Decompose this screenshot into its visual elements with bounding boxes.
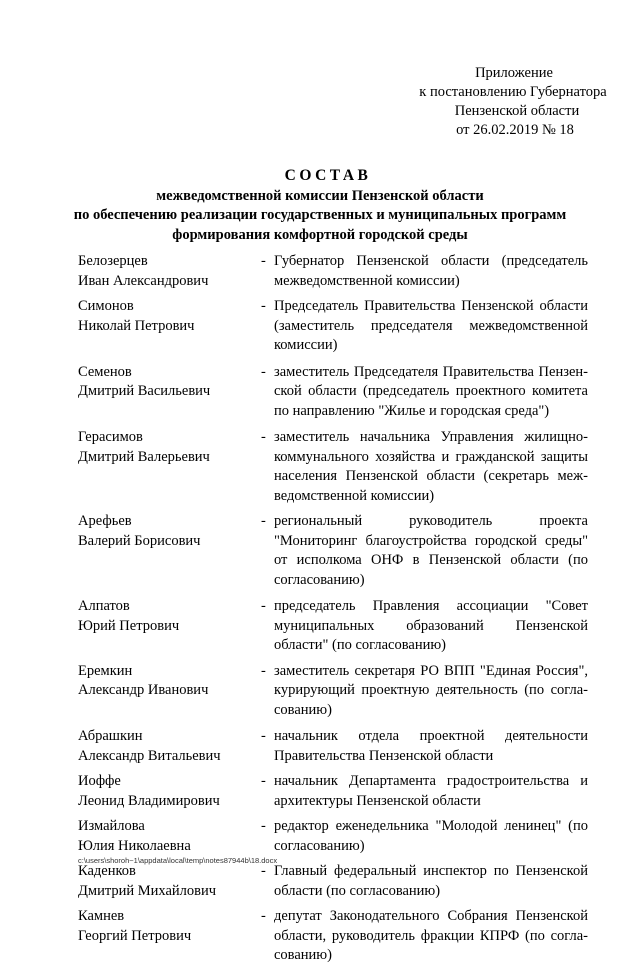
member-given-name: Александр Иванович: [78, 682, 209, 698]
member-given-name: Николай Петрович: [78, 317, 195, 334]
title-line-1: межведомственной комиссии Пензенской области: [156, 187, 484, 204]
member-row: [78, 817, 588, 856]
appendix-line-3: Пензенской области: [454, 103, 580, 119]
dash-separator: -: [261, 818, 266, 834]
member-name: [78, 907, 261, 966]
member-surname: Симонов: [78, 298, 134, 314]
member-role: региональный руководитель проекта "Мониторинг благоустройства городской среды" от исполкома ОНФ в Пензенской области (по согласованию): [274, 513, 588, 588]
member-role: Председатель Правительства Пензенской области (заместитель председателя межведомственной комиссии): [274, 298, 588, 353]
dash-separator: -: [261, 773, 266, 789]
document-heading: СОСТАВ: [284, 167, 372, 184]
appendix-block: [380, 64, 640, 140]
member-role: Губернатор Пензенской области (председатель межведомственной комиссии): [274, 253, 588, 289]
member-role: заместитель начальника Управления жилищно-коммунального хозяйства и гражданской защиты населения Пензенской области (секретарь межведомственной комиссии): [274, 429, 588, 504]
dash-separator: -: [261, 298, 266, 314]
title-line-2: по обеспечению реализации государственных и муниципальных программ: [73, 207, 567, 223]
member-name: [78, 252, 261, 291]
member-given-name: Дмитрий Валерьевич: [78, 448, 210, 465]
member-row: [78, 428, 588, 506]
member-name: [78, 817, 261, 856]
member-given-name: Иван Александрович: [78, 272, 209, 289]
member-given-name: Леонид Владимирович: [78, 792, 220, 809]
appendix-line-1: Приложение: [475, 65, 553, 81]
member-row: [78, 252, 588, 291]
member-name: [78, 297, 261, 356]
member-surname: Каденков: [78, 863, 136, 879]
member-row: [78, 907, 588, 966]
dash-separator: -: [261, 429, 266, 445]
member-row: [78, 297, 588, 356]
member-role: председатель Правления ассоциации "Совет муниципальных образований Пензенской области" (по согласованию): [274, 598, 588, 653]
member-role: заместитель секретаря РО ВПП "Единая Россия", курирующий проектную деятельность (по согласованию): [274, 662, 588, 718]
file-path-footer: c:\users\shoroh~1\appdata\local\temp\notes87944b\18.docx: [78, 856, 278, 865]
member-surname: Белозерцев: [78, 253, 148, 269]
member-row: [78, 772, 588, 811]
title-block: [0, 166, 640, 245]
member-role: начальник отдела проектной деятельности Правительства Пензенской области: [274, 728, 588, 764]
member-surname: Иоффе: [78, 773, 121, 789]
member-surname: Абрашкин: [78, 728, 143, 744]
member-surname: Арефьев: [78, 513, 132, 529]
title-line-3: формирования комфортной городской среды: [172, 226, 468, 243]
dash-separator: -: [261, 662, 266, 679]
appendix-line-4: от 26.02.2019 № 18: [456, 122, 574, 138]
member-given-name: Дмитрий Васильевич: [78, 383, 211, 399]
dash-separator: -: [261, 598, 266, 614]
member-given-name: Дмитрий Михайлович: [78, 882, 217, 899]
member-row: [78, 512, 588, 590]
member-given-name: Александр Витальевич: [78, 747, 221, 764]
member-name: [78, 428, 261, 506]
member-name: [78, 662, 261, 721]
member-surname: Семенов: [78, 363, 132, 380]
member-row: [78, 727, 588, 766]
member-row: [78, 363, 588, 422]
member-name: [78, 512, 261, 590]
member-given-name: Валерий Борисович: [78, 532, 201, 549]
member-role: начальник Департамента градостроительства и архитектуры Пензенской области: [274, 773, 588, 809]
dash-separator: -: [261, 728, 266, 744]
member-row: [78, 662, 588, 721]
member-role: депутат Законодательного Собрания Пензенской области, руководитель фракции КПРФ (по согласованию): [274, 908, 588, 963]
member-surname: Измайлова: [78, 818, 145, 834]
member-name: [78, 772, 261, 811]
member-surname: Алпатов: [78, 598, 130, 614]
member-name: [78, 363, 261, 422]
member-name: [78, 727, 261, 766]
member-role: заместитель Председателя Правительства Пензенской области (председатель проектного комитета по направлению "Жилье и городская среда"): [274, 363, 588, 419]
member-given-name: Георгий Петрович: [78, 927, 192, 944]
member-surname: Еремкин: [78, 662, 133, 679]
member-role: Главный федеральный инспектор по Пензенской области (по согласованию): [274, 863, 588, 899]
dash-separator: -: [261, 513, 266, 529]
member-surname: Герасимов: [78, 429, 143, 445]
member-name: [78, 597, 261, 656]
dash-separator: -: [261, 863, 266, 879]
member-row: [78, 597, 588, 656]
dash-separator: -: [261, 253, 266, 269]
member-name: [78, 862, 261, 901]
dash-separator: -: [261, 908, 266, 924]
member-row: [78, 862, 588, 901]
appendix-line-2: к постановлению Губернатора: [419, 84, 607, 100]
member-given-name: Юлия Николаевна: [78, 837, 191, 854]
member-role: редактор еженедельника "Молодой ленинец" (по согласованию): [274, 818, 588, 854]
dash-separator: -: [261, 363, 266, 380]
member-given-name: Юрий Петрович: [78, 617, 180, 634]
member-surname: Камнев: [78, 908, 125, 924]
